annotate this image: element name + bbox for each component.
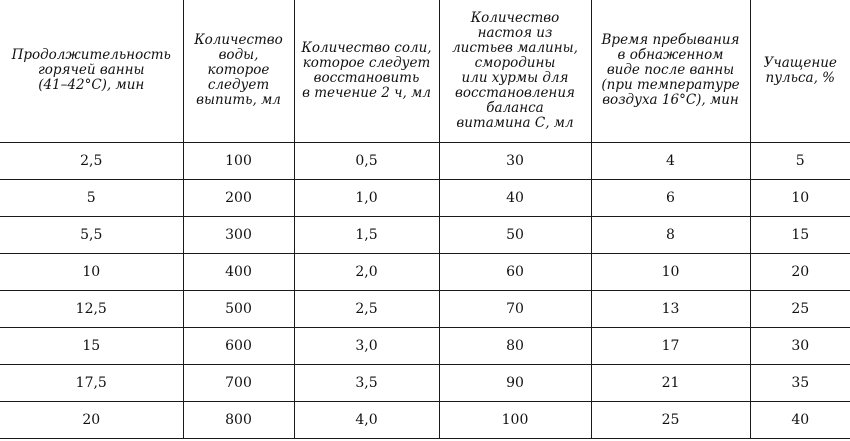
header-bath-duration <box>0 0 183 142</box>
cell-infusion: 50 <box>439 216 591 253</box>
cell-water: 700 <box>183 364 294 401</box>
table-row <box>0 216 850 253</box>
header-line: выпить, мл <box>196 92 281 109</box>
header-line: которое следует <box>302 54 431 71</box>
header-line: в течение 2 ч, мл <box>302 84 431 101</box>
cell-duration: 2,5 <box>0 142 183 179</box>
cell-infusion: 40 <box>439 179 591 216</box>
table-body <box>0 142 850 438</box>
cell-infusion: 90 <box>439 364 591 401</box>
header-line: воды, <box>218 47 259 64</box>
header-line: Продолжительность <box>11 47 171 64</box>
cell-infusion: 30 <box>439 142 591 179</box>
header-water-amount <box>183 0 294 142</box>
cell-water: 400 <box>183 253 294 290</box>
header-line: в обнаженном <box>617 47 724 64</box>
cell-undressed-time: 10 <box>591 253 750 290</box>
cell-pulse: 15 <box>750 216 850 253</box>
cell-pulse: 30 <box>750 327 850 364</box>
table-row <box>0 290 850 327</box>
cell-pulse: 25 <box>750 290 850 327</box>
header-line: которое <box>207 62 270 79</box>
cell-water: 600 <box>183 327 294 364</box>
header-line: смородины <box>474 54 556 71</box>
cell-pulse: 20 <box>750 253 850 290</box>
cell-pulse: 10 <box>750 179 850 216</box>
header-line: восстановления <box>455 84 575 101</box>
table-row <box>0 401 850 438</box>
cell-salt: 4,0 <box>294 401 439 438</box>
cell-salt: 1,5 <box>294 216 439 253</box>
header-line: следует <box>207 77 270 94</box>
cell-undressed-time: 17 <box>591 327 750 364</box>
cell-duration: 17,5 <box>0 364 183 401</box>
cell-salt: 2,5 <box>294 290 439 327</box>
cell-salt: 0,5 <box>294 142 439 179</box>
header-line: Количество соли, <box>301 39 432 56</box>
cell-infusion: 100 <box>439 401 591 438</box>
header-line: Учащение <box>763 54 837 71</box>
cell-duration: 5 <box>0 179 183 216</box>
cell-pulse: 5 <box>750 142 850 179</box>
header-salt-amount <box>294 0 439 142</box>
header-line: Количество <box>194 32 283 49</box>
cell-water: 200 <box>183 179 294 216</box>
cell-undressed-time: 6 <box>591 179 750 216</box>
header-line: воздуха 16°С), мин <box>602 92 739 109</box>
cell-pulse: 35 <box>750 364 850 401</box>
cell-infusion: 60 <box>439 253 591 290</box>
cell-infusion: 70 <box>439 290 591 327</box>
header-line: Количество <box>470 9 560 26</box>
cell-infusion: 80 <box>439 327 591 364</box>
header-line: виде после ванны <box>606 62 735 79</box>
header-pulse-increase <box>750 0 850 142</box>
header-line: восстановить <box>313 69 420 86</box>
header-line: настоя из <box>477 24 553 41</box>
table-row <box>0 142 850 179</box>
header-row <box>0 0 850 142</box>
header-line: пульса, % <box>765 69 835 86</box>
cell-duration: 20 <box>0 401 183 438</box>
cell-water: 100 <box>183 142 294 179</box>
table-row <box>0 179 850 216</box>
cell-undressed-time: 8 <box>591 216 750 253</box>
cell-salt: 1,0 <box>294 179 439 216</box>
header-undressed-time <box>591 0 750 142</box>
header-line: Время пребывания <box>601 32 740 49</box>
cell-water: 500 <box>183 290 294 327</box>
header-line: или хурмы для <box>461 69 569 86</box>
table-row <box>0 364 850 401</box>
cell-duration: 12,5 <box>0 290 183 327</box>
table-row <box>0 253 850 290</box>
cell-pulse: 40 <box>750 401 850 438</box>
header-infusion-amount <box>439 0 591 142</box>
table-row <box>0 327 850 364</box>
cell-undressed-time: 21 <box>591 364 750 401</box>
cell-undressed-time: 13 <box>591 290 750 327</box>
cell-duration: 15 <box>0 327 183 364</box>
header-line: листьев малины, <box>452 39 578 56</box>
cell-salt: 2,0 <box>294 253 439 290</box>
header-line: (при температуре <box>601 77 740 94</box>
cell-undressed-time: 4 <box>591 142 750 179</box>
header-line: горячей ванны <box>37 62 145 79</box>
cell-duration: 5,5 <box>0 216 183 253</box>
cell-salt: 3,0 <box>294 327 439 364</box>
cell-water: 300 <box>183 216 294 253</box>
header-line: (41–42°С), мин <box>38 77 145 94</box>
cell-duration: 10 <box>0 253 183 290</box>
header-line: баланса <box>486 99 544 116</box>
cell-water: 800 <box>183 401 294 438</box>
cell-undressed-time: 25 <box>591 401 750 438</box>
header-line: витамина С, мл <box>456 114 574 131</box>
cell-salt: 3,5 <box>294 364 439 401</box>
